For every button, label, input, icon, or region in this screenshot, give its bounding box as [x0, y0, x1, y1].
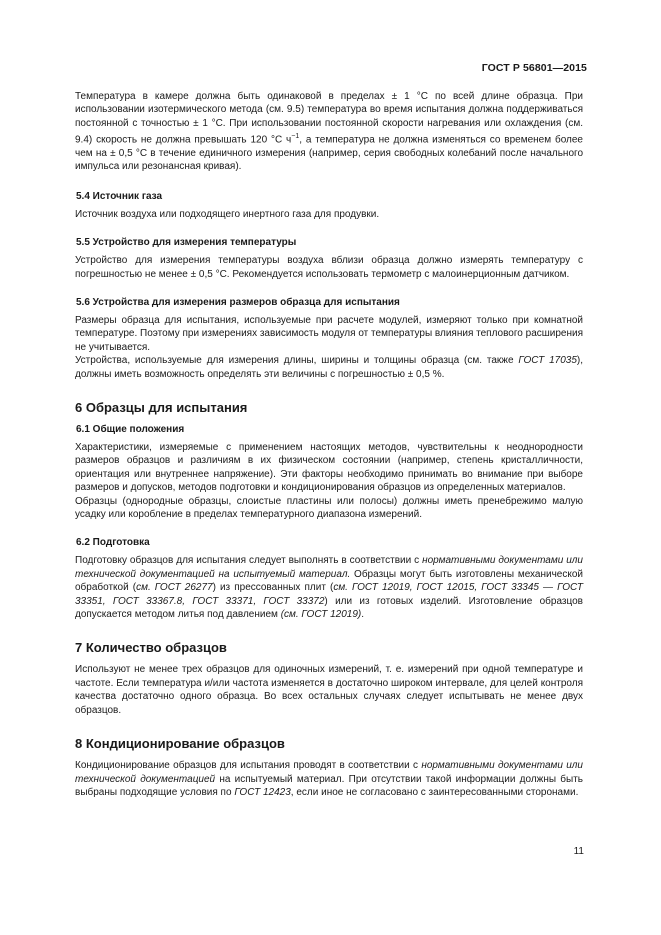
section-6-1-text-1: Характеристики, измеряемые с применением настоящих методов, чувствительны к неоднородности размеров образцов и различиям в их физическом состоянии (например, степень кристалличности, ориентация или внутреннее напряжение). Эти факторы необходимо принимать во внимание при выборе размеров и допусков, методов подготовки и кондиционирования образцов из определенных материалов.: [75, 442, 583, 494]
page-content: [75, 90, 583, 799]
text-run: на испытуемый материал. При отсутствии такой информации должны быть выбраны подходящие условия по: [75, 773, 583, 798]
text-run: Устройства, используемые для измерения длины, ширины и толщины образца (см. также: [75, 355, 519, 367]
page-number: 11: [573, 846, 584, 857]
section-6-2-text: [75, 554, 583, 621]
section-5-6-title: 5.6 Устройства для измерения размеров образца для испытания: [76, 296, 400, 308]
section-8-text: [75, 759, 583, 799]
gost-reference: ГОСТ 12423: [234, 786, 291, 798]
intro-paragraph: [75, 90, 583, 174]
section-7-text: Используют не менее трех образцов для одиночных измерений, т. е. измерений при одной температуре и частоте. Если температура и/или частота изменяется в достаточно широком интервале, для целей контроля качества достаточно одного образца. Во всех остальных случаях следует испытывать не менее двух образцов.: [75, 664, 583, 716]
section-5-6-text-1: Размеры образца для испытания, используемые при расчете модулей, измеряют только при комнатной температуре. Поэтому при измерениях зависимость модуля от температуры влияния теплового расширения не учитывается.: [75, 314, 584, 353]
section-6-1-title: 6.1 Общие положения: [76, 424, 185, 436]
text-run: ), должны иметь возможность определять эти величины с погрешностью ± 0,5 %.: [75, 355, 583, 380]
section-5-4-title: 5.4 Источник газа: [76, 190, 163, 202]
section-6-title: 6 Образцы для испытания: [75, 400, 248, 416]
text-run: Кондиционирование образцов для испытания проводят в соответствии с: [75, 760, 422, 772]
reference-run: нормативными документами или технической документацией на испытуемый материал.: [75, 555, 583, 580]
text-run: Подготовку образцов для испытания следует выполнять в соответствии с: [75, 555, 423, 567]
section-5-5-text: Устройство для измерения температуры воздуха вблизи образца должно измерять температуру с погрешностью не менее ± 0,5 °С. Рекомендуется использовать термометр с малоинерционным датчиком.: [75, 255, 583, 280]
text-run: .: [361, 609, 365, 621]
gost-reference: см. ГОСТ 26277: [136, 582, 213, 594]
section-5-6-text-2: [75, 354, 583, 381]
text-run: Образцы могут быть изготовлены механической обработкой (: [75, 568, 583, 594]
section-8-title: 8 Кондиционирование образцов: [75, 736, 285, 752]
section-5-4-text: Источник воздуха или подходящего инертного газа для продувки.: [75, 208, 380, 220]
text-run: ) из прессованных плит (: [212, 582, 334, 594]
text-run: ) или из готовых изделий. Изготовление образцов допускается методом литья под давлением: [75, 595, 583, 621]
standard-code: ГОСТ Р 56801—2015: [481, 62, 587, 74]
gost-reference: см. ГОСТ 12019, ГОСТ 12015, ГОСТ 33345 — ГОСТ 33351, ГОСТ 33367.8, ГОСТ 33371, ГОСТ 33372: [75, 582, 584, 607]
text-run: , если иное не согласовано с заинтересованными сторонами.: [290, 786, 579, 798]
section-7-title: 7 Количество образцов: [75, 640, 227, 656]
reference-run: нормативными документами или технической документацией: [75, 760, 583, 785]
gost-reference: ГОСТ 17035: [518, 355, 577, 367]
intro-text-2: , а температура не должна изменяться со временем более чем на ± 0,5 °С в течение единичного измерения (например, серия свободных колебаний после начального импульса или резонансная кривая).: [75, 134, 583, 173]
gost-reference: (см. ГОСТ 12019): [280, 609, 362, 621]
intro-text-1: Температура в камере должна быть одинаковой в пределах ± 1 °С по всей длине образца. При использовании изотермического метода (см. 9.5) температура во время испытания должна поддерживаться постоянной с точностью ± 1 °С. При использовании постоянной скорости нагревания или охлаждения (см. 9.4) скорость не должна превышать 120 °С ч: [75, 91, 583, 146]
section-5-5-title: 5.5 Устройство для измерения температуры: [76, 237, 297, 249]
intro-superscript: −1: [291, 133, 300, 141]
section-6-1-text-2: Образцы (однородные образцы, слоистые пластины или полосы) должны иметь пренебрежимо малую усадку или коробление в пределах температурного диапазона измерений.: [75, 495, 583, 521]
section-6-2-title: 6.2 Подготовка: [76, 537, 150, 549]
